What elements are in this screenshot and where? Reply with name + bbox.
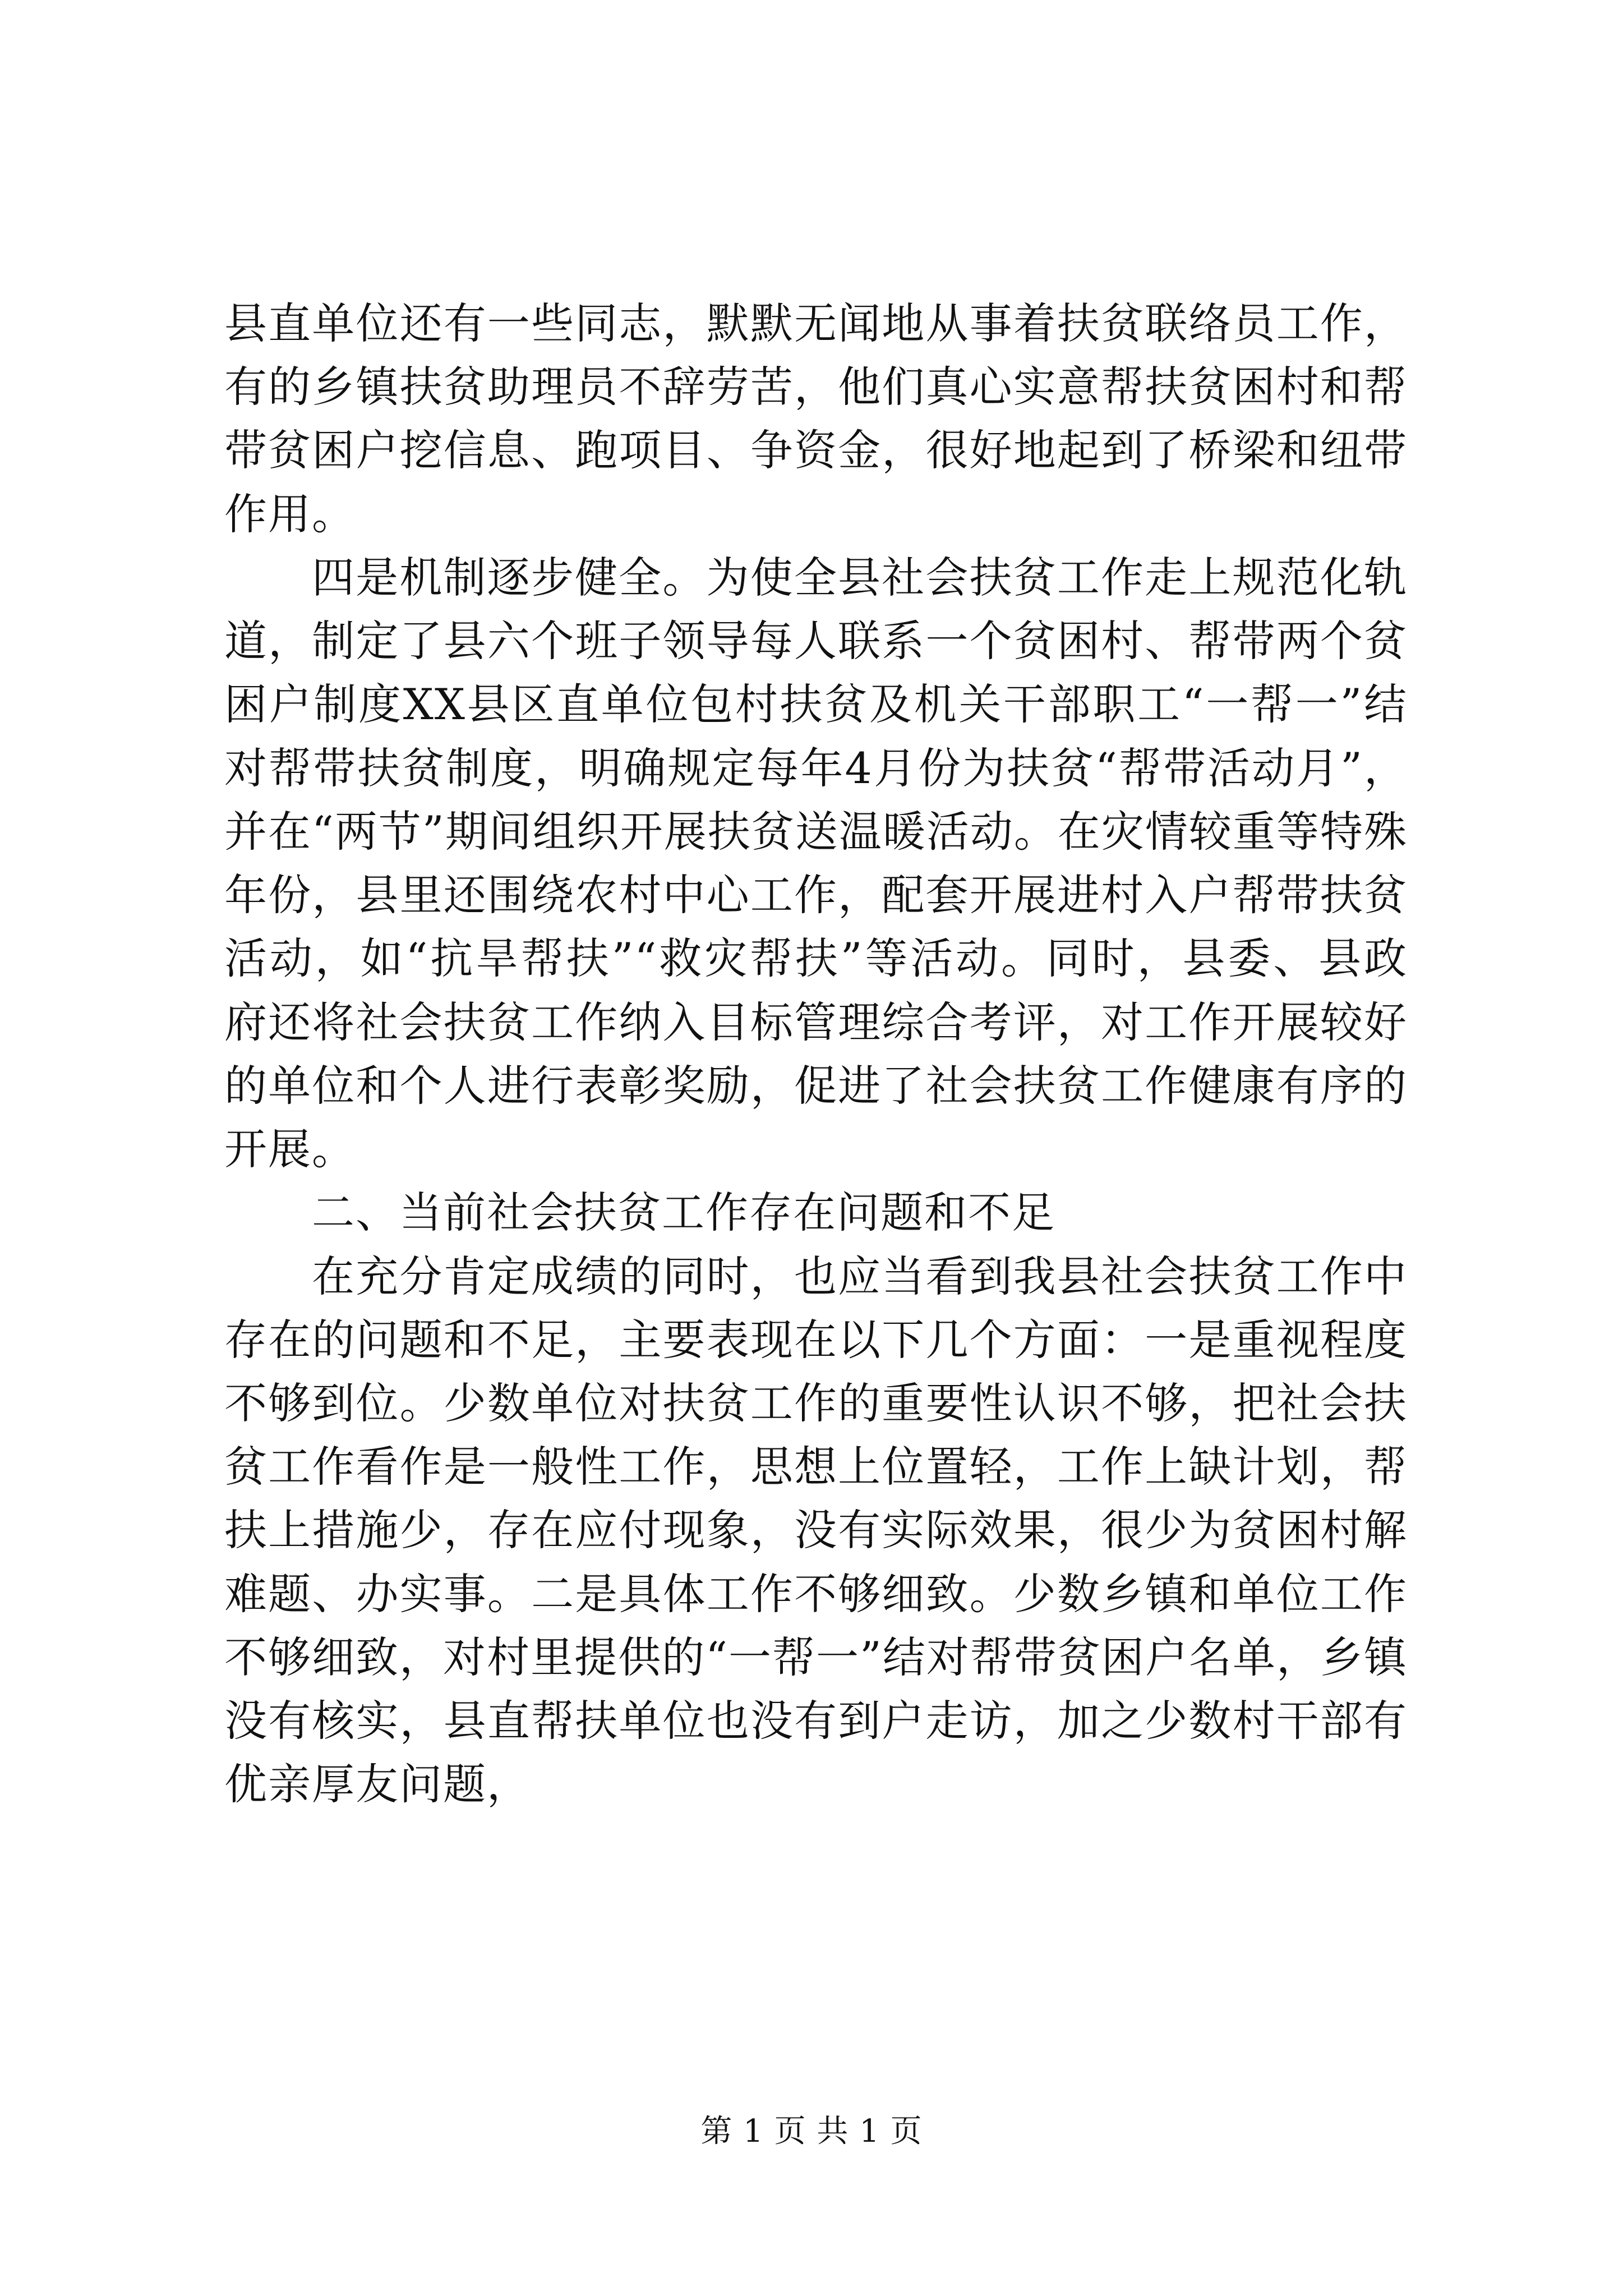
page-footer: 第 1 页 共 1 页 bbox=[700, 2113, 923, 2150]
paragraph-3: 在充分肯定成绩的同时，也应当看到我县社会扶贫工作中存在的问题和不足，主要表现在以下几个方面：一是重视程度不够到位。少数单位对扶贫工作的重要性认识不够，把社会扶贫工作看作是一般性工作，思想上位置轻，工作上缺计划，帮扶上措施少，存在应付现象，没有实际效果，很少为贫困村解难题、办实事。二是具体工作不够细致。少数乡镇和单位工作不够细致，对村里提供的“一帮一”结对帮带贫困户名单，乡镇没有核实，县直帮扶单位也没有到户走访，加之少数村干部有优亲厚友问题， bbox=[224, 1251, 1408, 1810]
paragraph-1: 县直单位还有一些同志，默默无闻地从事着扶贫联络员工作，有的乡镇扶贫助理员不辞劳苦，他们真心实意帮扶贫困村和帮带贫困户挖信息、跑项目、争资金，很好地起到了桥梁和纽带作用。 bbox=[224, 298, 1408, 539]
section-heading: 二、当前社会扶贫工作存在问题和不足 bbox=[312, 1188, 1055, 1238]
paragraph-2: 四是机制逐步健全。为使全县社会扶贫工作走上规范化轨道，制定了县六个班子领导每人联系一个贫困村、帮带两个贫困户制度XX县区直单位包村扶贫及机关干部职工“一帮一”结对帮带扶贫制度，明确规定每年4月份为扶贫“帮带活动月”，并在“两节”期间组织开展扶贫送温暖活动。在灾情较重等特殊年份，县里还围绕农村中心工作，配套开展进村入户帮带扶贫活动，如“抗旱帮扶”“救灾帮扶”等活动。同时，县委、县政府还将社会扶贫工作纳入目标管理综合考评，对工作开展较好的单位和个人进行表彰奖励，促进了社会扶贫工作健康有序的开展。 bbox=[224, 552, 1408, 1175]
document-body bbox=[224, 292, 1408, 1816]
